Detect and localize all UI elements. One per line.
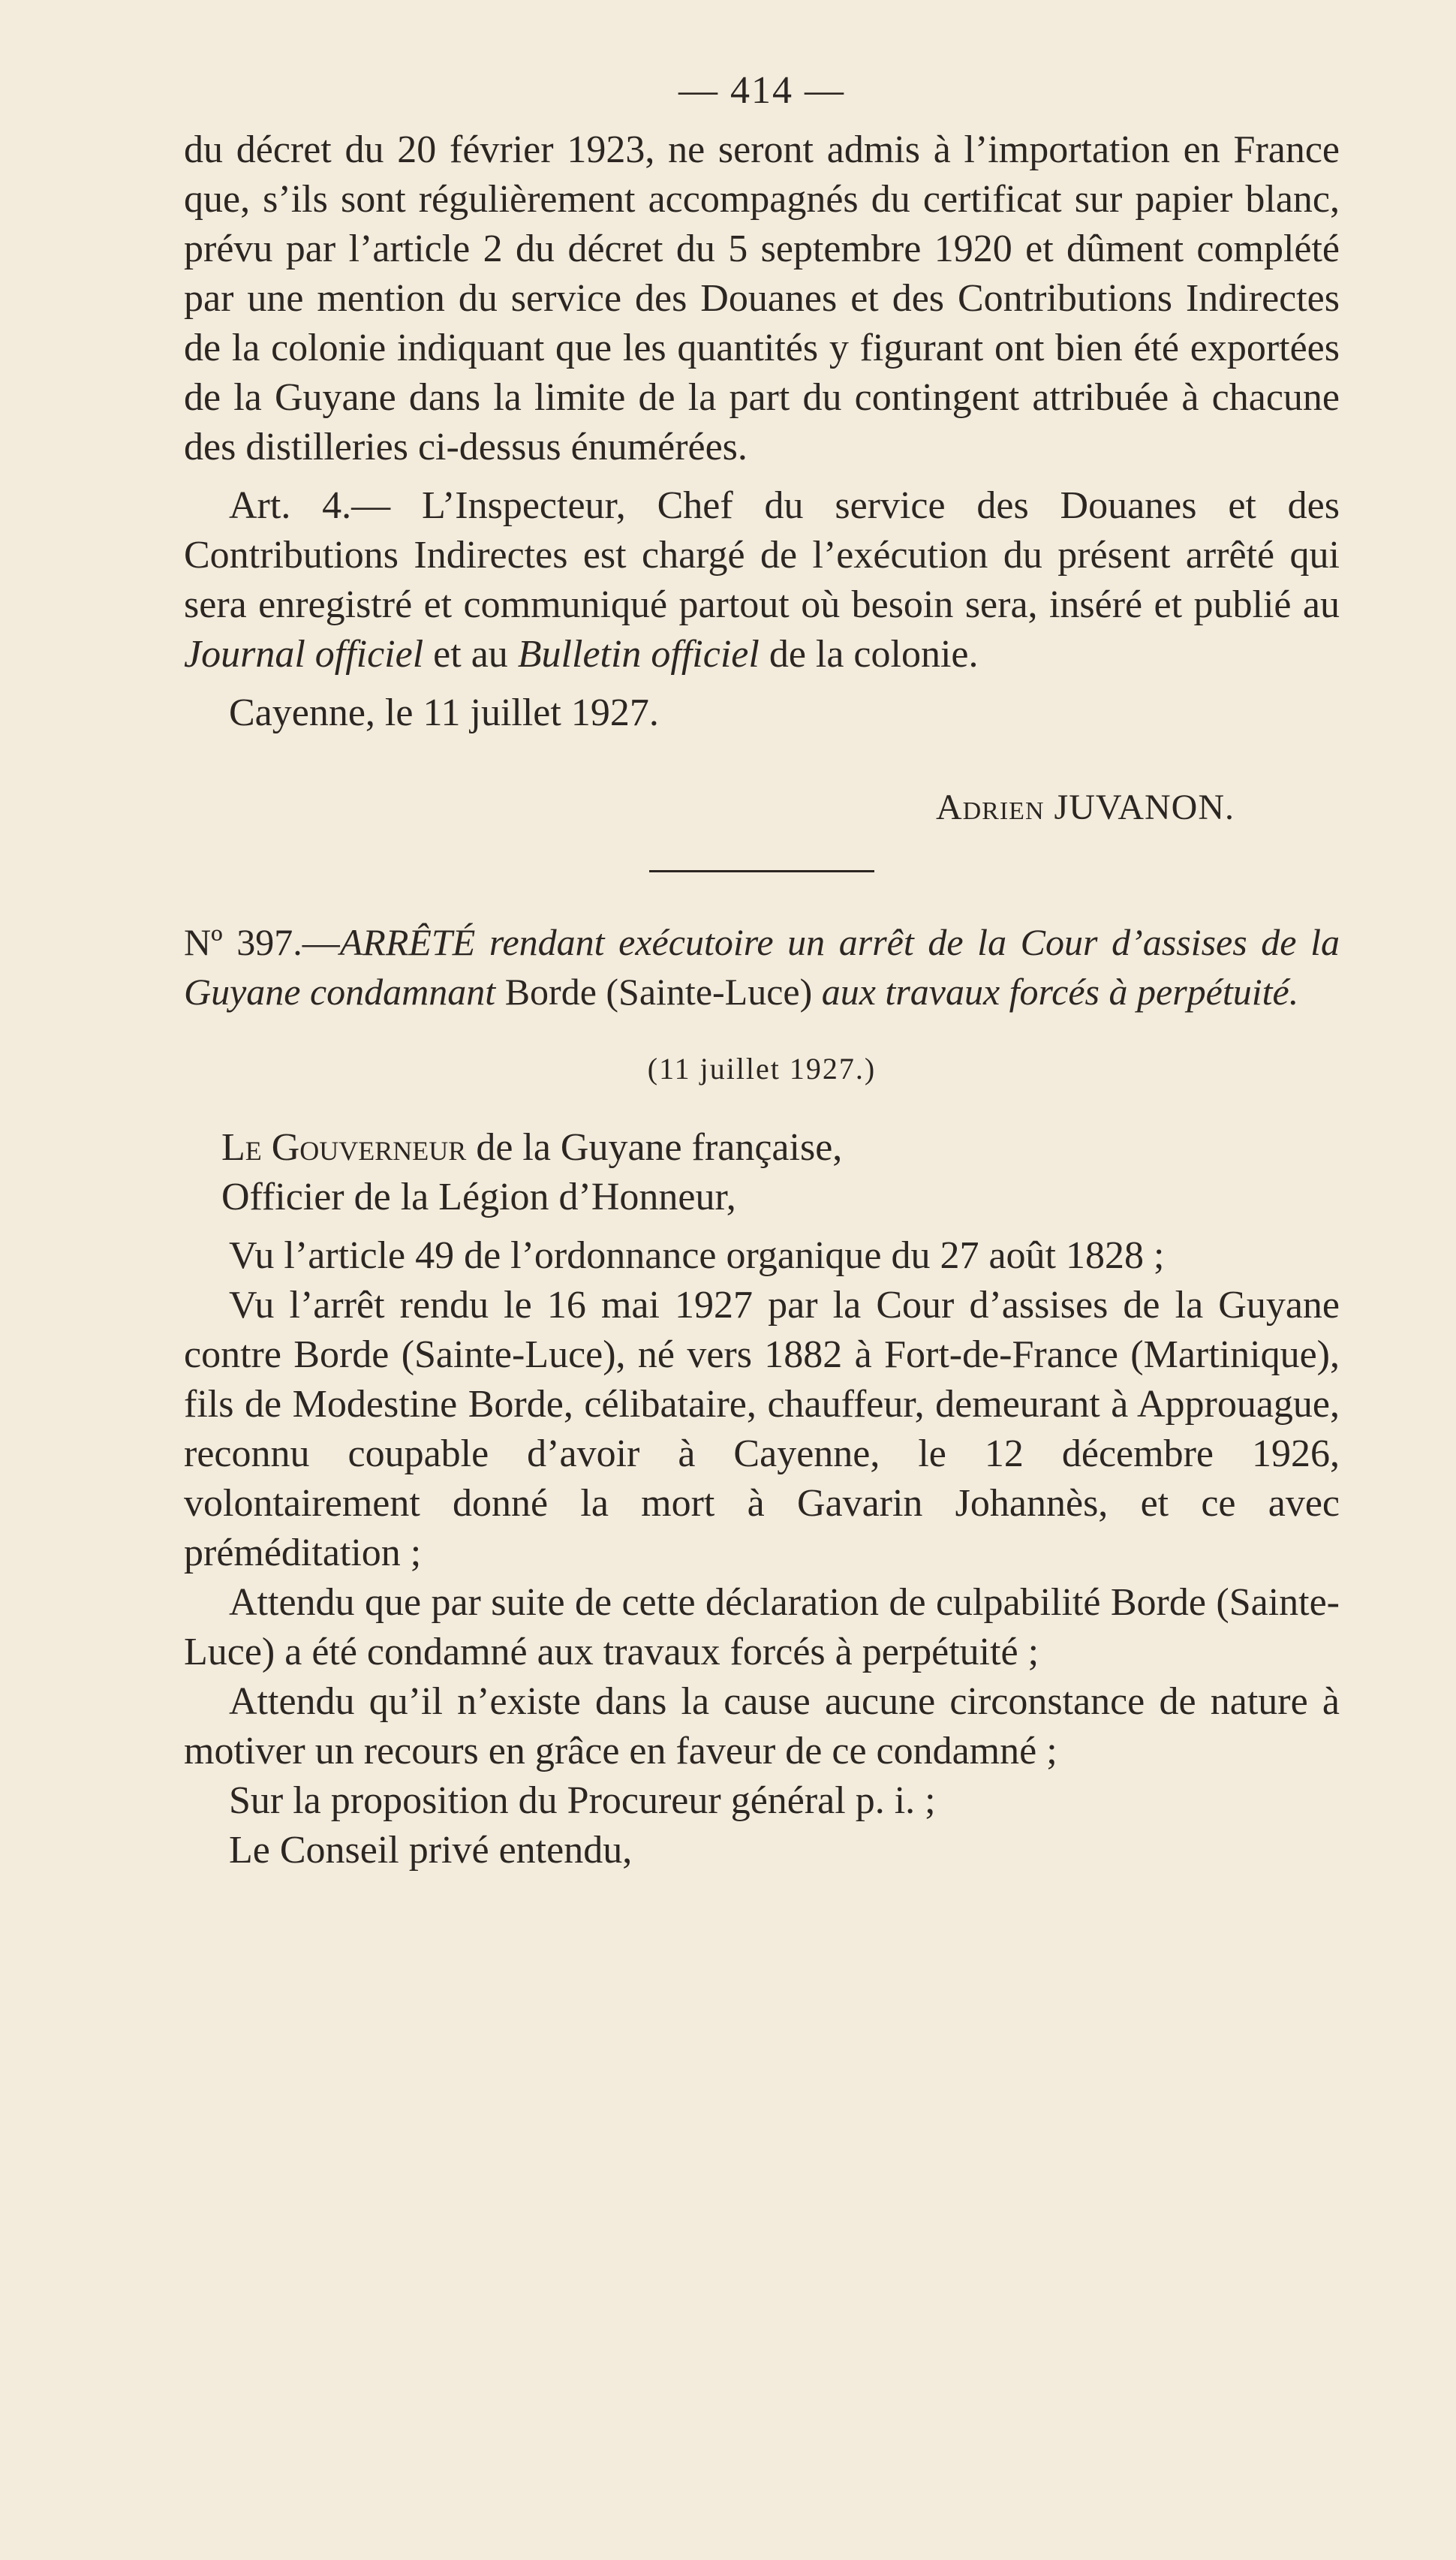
governor-line	[184, 1123, 1340, 1173]
conseil-line: Le Conseil privé entendu,	[229, 1829, 633, 1872]
journal-officiel-ref: Journal officiel	[184, 633, 424, 676]
paragraph-article-4	[184, 481, 1340, 679]
article-4-text: Art. 4.— L’Inspecteur, Chef du service des Douanes et des Contributions Indirectes est chargé de l’exécution du présent arrêté qui sera enregistré et communiqué partout où besoin sera, inséré et publié au	[184, 484, 1340, 626]
signature	[184, 783, 1340, 833]
decree-date: (11 juillet 1927.)	[647, 1052, 877, 1086]
decree-heading	[184, 917, 1340, 1016]
signature-last-name: JUVANON.	[1054, 788, 1235, 827]
decree-title: ARRÊTÉ rendant exécutoire un arrêt de la Cour d’assises de la Guyane condamnant	[184, 921, 1340, 1013]
proposition-line: Sur la proposition du Procureur général p. i. ;	[229, 1779, 936, 1822]
attendu-recours: Attendu qu’il n’existe dans la cause aucune circonstance de nature à motiver un recours en grâce en faveur de ce condamné ;	[184, 1680, 1340, 1772]
article-4-end: de la colonie.	[759, 633, 979, 676]
attendu-culpabilite: Attendu que par suite de cette déclaration de culpabilité Borde (Sainte-Luce) a été condamné aux travaux forcés à perpétuité ;	[184, 1581, 1340, 1673]
decree-subject-name: Borde (Sainte-Luce)	[504, 971, 813, 1013]
paragraph-decree-continuation: du décret du 20 février 1923, ne seront admis à l’importation en France que, s’ils sont régulièrement accompagnés du certificat sur papier blanc, prévu par l’article 2 du décret du 5 septembre 1920 et dûment complété par une mention du service des Douanes et des Contributions Indirectes de la colonie indiquant que les quantités y figurant ont bien été exportées de la Guyane dans la limite de la part du contingent attribuée à chacune des distilleries ci-dessus énumérées.	[184, 128, 1340, 468]
decree-number: Nº 397.—	[184, 921, 340, 963]
page-number: — 414 —	[678, 69, 845, 112]
place-date: Cayenne, le 11 juillet 1927.	[229, 691, 659, 734]
officer-line: Officier de la Légion d’Honneur,	[221, 1176, 736, 1218]
decree-title-end: aux travaux forcés à perpétuité.	[812, 971, 1299, 1013]
vu-arret: Vu l’arrêt rendu le 16 mai 1927 par la Cour d’assises de la Guyane contre Borde (Sainte-Luce), né vers 1882 à Fort-de-France (Martinique), fils de Modestine Borde, célibataire, chauffeur, demeurant à Approuague, reconnu coupable d’avoir à Cayenne, le 12 décembre 1926, volontairement donné la mort à Gavarin Johannès, et ce avec préméditation ;	[184, 1284, 1340, 1574]
bulletin-officiel-ref: Bulletin officiel	[517, 633, 760, 676]
signature-first-name: Adrien	[935, 788, 1045, 827]
governor-rest: de la Guyane française,	[466, 1126, 843, 1169]
section-divider	[649, 870, 874, 872]
governor-title: Le Gouverneur	[221, 1126, 467, 1169]
vu-ordonnance: Vu l’article 49 de l’ordonnance organique du 27 août 1828 ;	[229, 1234, 1165, 1277]
article-4-connector: et au	[423, 633, 518, 676]
